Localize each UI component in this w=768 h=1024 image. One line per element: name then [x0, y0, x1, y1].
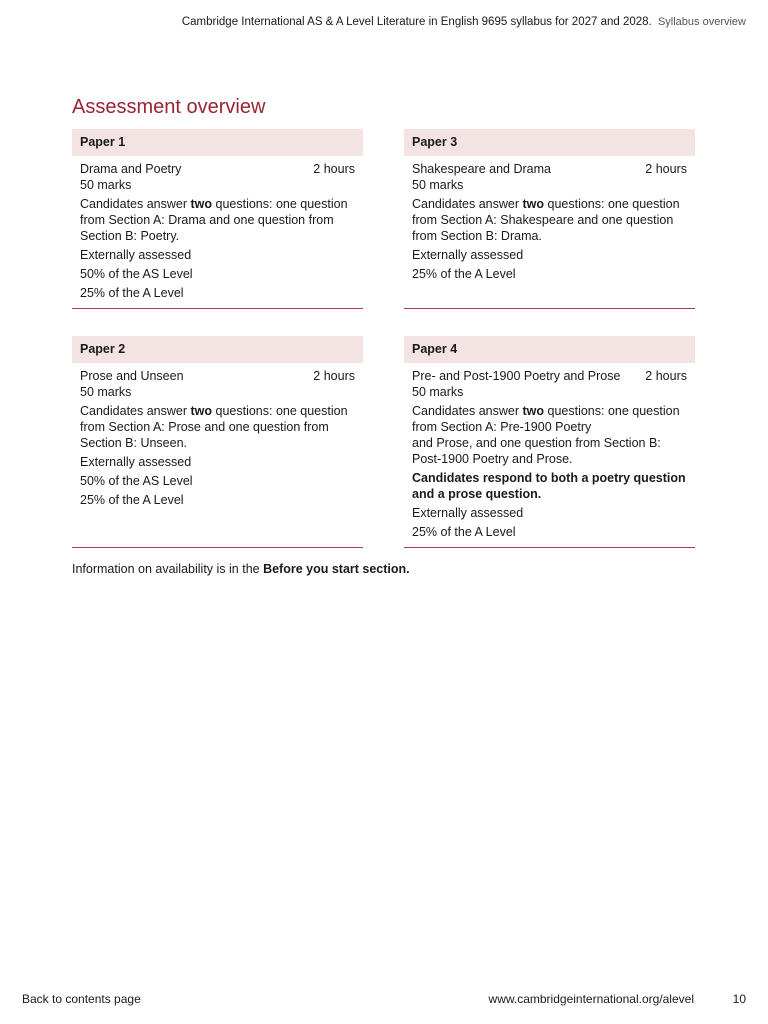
paper-3-weight-a: 25% of the A Level	[412, 267, 516, 281]
paper-1-name: Drama and Poetry	[80, 162, 182, 176]
paper-2-weight-as: 50% of the AS Level	[80, 474, 193, 488]
paper-4-heading: Paper 4	[404, 336, 695, 363]
paper-2-heading: Paper 2	[72, 336, 363, 363]
back-to-contents-link[interactable]: Back to contents page	[22, 992, 141, 1006]
paper-3-description: Candidates answer two questions: one question from Section A: Shakespeare and one question from Section B: Drama.	[412, 197, 680, 243]
paper-1-heading: Paper 1	[72, 129, 363, 156]
paper-2-duration: 2 hours	[313, 369, 355, 383]
paper-1-card	[72, 129, 363, 309]
paper-1-duration: 2 hours	[313, 162, 355, 176]
paper-3-name: Shakespeare and Drama	[412, 162, 551, 176]
paper-3-heading: Paper 3	[404, 129, 695, 156]
availability-info: Information on availability is in the Before you start section.	[72, 562, 410, 576]
paper-4-weight-a: 25% of the A Level	[412, 525, 516, 539]
paper-2-assessment: Externally assessed	[80, 455, 192, 469]
paper-1-assessment: Externally assessed	[80, 248, 192, 262]
header-title: Cambridge International AS & A Level Literature in English 9695 syllabus for 2027 and 2028.	[181, 16, 652, 28]
page-number: 10	[732, 992, 746, 1006]
before-you-start-link[interactable]: Before you start section.	[263, 562, 410, 576]
paper-2-marks: 50 marks	[80, 385, 132, 399]
paper-1-weight-a: 25% of the A Level	[80, 286, 184, 300]
running-header	[182, 16, 746, 28]
paper-3-card	[404, 129, 695, 309]
paper-3-assessment: Externally assessed	[412, 248, 524, 262]
paper-1-description: Candidates answer two questions: one question from Section A: Drama and one question from Section B: Poetry.	[80, 197, 348, 243]
paper-1-marks: 50 marks	[80, 178, 132, 192]
website-link[interactable]: www.cambridgeinternational.org/alevel	[488, 992, 694, 1006]
header-section: Syllabus overview	[657, 16, 746, 28]
section-title: Assessment overview	[72, 96, 266, 118]
paper-4-card	[404, 336, 695, 548]
paper-1-weight-as: 50% of the AS Level	[80, 267, 193, 281]
paper-4-duration: 2 hours	[645, 369, 687, 383]
paper-4-note: Candidates respond to both a poetry question and a prose question.	[412, 471, 686, 501]
paper-3-marks: 50 marks	[412, 178, 464, 192]
paper-4-assessment: Externally assessed	[412, 506, 524, 520]
paper-2-card	[72, 336, 363, 548]
paper-2-name: Prose and Unseen	[80, 369, 184, 383]
paper-4-marks: 50 marks	[412, 385, 464, 399]
paper-3-duration: 2 hours	[645, 162, 687, 176]
paper-2-description: Candidates answer two questions: one question from Section A: Prose and one question from Section B: Unseen.	[80, 404, 348, 450]
paper-2-weight-a: 25% of the A Level	[80, 493, 184, 507]
paper-4-name: Pre- and Post-1900 Poetry and Prose	[412, 369, 621, 383]
paper-4-description: Candidates answer two questions: one question from Section A: Pre-1900 Poetry and Prose, and one question from Section B: Post-1900 Poetry and Prose.	[412, 404, 680, 466]
